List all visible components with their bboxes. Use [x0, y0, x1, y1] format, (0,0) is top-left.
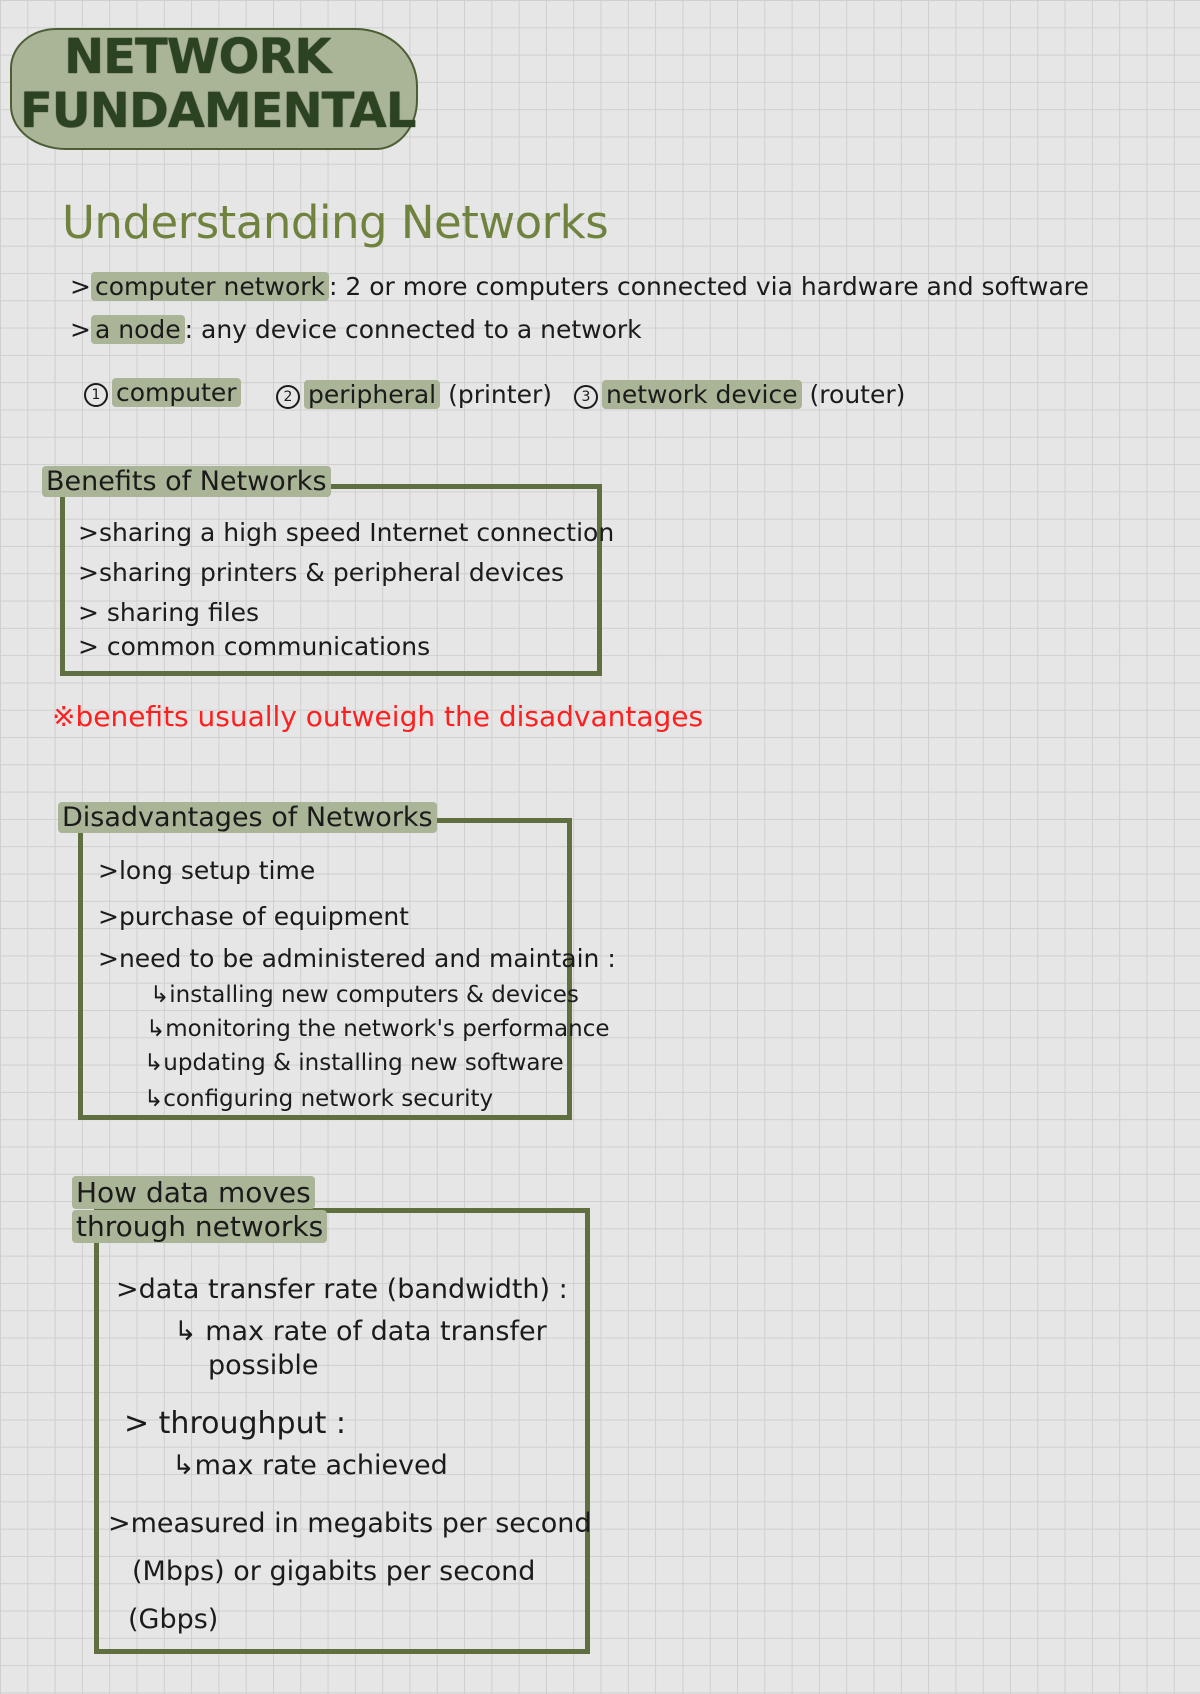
data-moves-heading-line-1: How data moves [72, 1176, 315, 1209]
rate-definition-line-2: possible [208, 1350, 319, 1381]
disadvantage-item: >long setup time [98, 856, 316, 885]
rate-definition-line-1: ↳ max rate of data transfer [174, 1316, 547, 1347]
disadvantage-subitem: ↳updating & installing new software [144, 1050, 564, 1076]
throughput-label: > throughput : [124, 1406, 347, 1441]
disadvantage-item: >purchase of equipment [98, 902, 409, 931]
rate-label: >data transfer rate (bandwidth) : [116, 1274, 568, 1305]
benefit-item: > sharing files [78, 598, 260, 627]
disadvantage-subitem: ↳configuring network security [144, 1086, 494, 1112]
page-title-line-1: NETWORK [64, 29, 331, 85]
understanding-heading: Understanding Networks [62, 196, 609, 249]
term-highlight: network device [602, 380, 802, 409]
page-title-line-2: FUNDAMENTAL [20, 83, 416, 139]
term-highlight: computer [112, 378, 241, 407]
definition-computer-network: > computer network : 2 or more computers connected via hardware and software [70, 272, 1089, 301]
term-highlight: computer network [91, 272, 329, 301]
data-moves-heading [72, 1176, 327, 1244]
measured-line-1: >measured in megabits per second [108, 1508, 592, 1539]
number-circle: 3 [574, 385, 598, 409]
measured-line-3: (Gbps) [128, 1604, 219, 1635]
measured-line-2: (Mbps) or gigabits per second [132, 1556, 536, 1587]
definition-node: > a node : any device connected to a network [70, 315, 642, 344]
disadvantage-item: >need to be administered and maintain : [98, 944, 616, 973]
node-type-network-device: 3 network device (router) [574, 380, 905, 409]
benefit-item: >sharing a high speed Internet connection [78, 518, 615, 547]
term-highlight: a node [91, 315, 185, 344]
node-type-computer [84, 378, 241, 407]
term-highlight: peripheral [304, 380, 440, 409]
number-circle: 2 [276, 385, 300, 409]
throughput-definition: ↳max rate achieved [172, 1450, 448, 1481]
node-type-peripheral: 2 peripheral (printer) [276, 380, 552, 409]
benefit-item: >sharing printers & peripheral devices [78, 558, 565, 587]
benefit-item: > common communications [78, 632, 431, 661]
disadvantage-subitem: ↳installing new computers & devices [150, 982, 579, 1008]
disadvantages-heading: Disadvantages of Networks [58, 802, 437, 833]
page-title [20, 30, 420, 138]
disadvantage-subitem: ↳monitoring the network's performance [146, 1016, 610, 1042]
data-moves-heading-line-2: through networks [72, 1210, 327, 1243]
benefits-note: ※benefits usually outweigh the disadvantages [52, 700, 704, 733]
number-circle: 1 [84, 383, 108, 407]
benefits-heading: Benefits of Networks [42, 466, 331, 497]
